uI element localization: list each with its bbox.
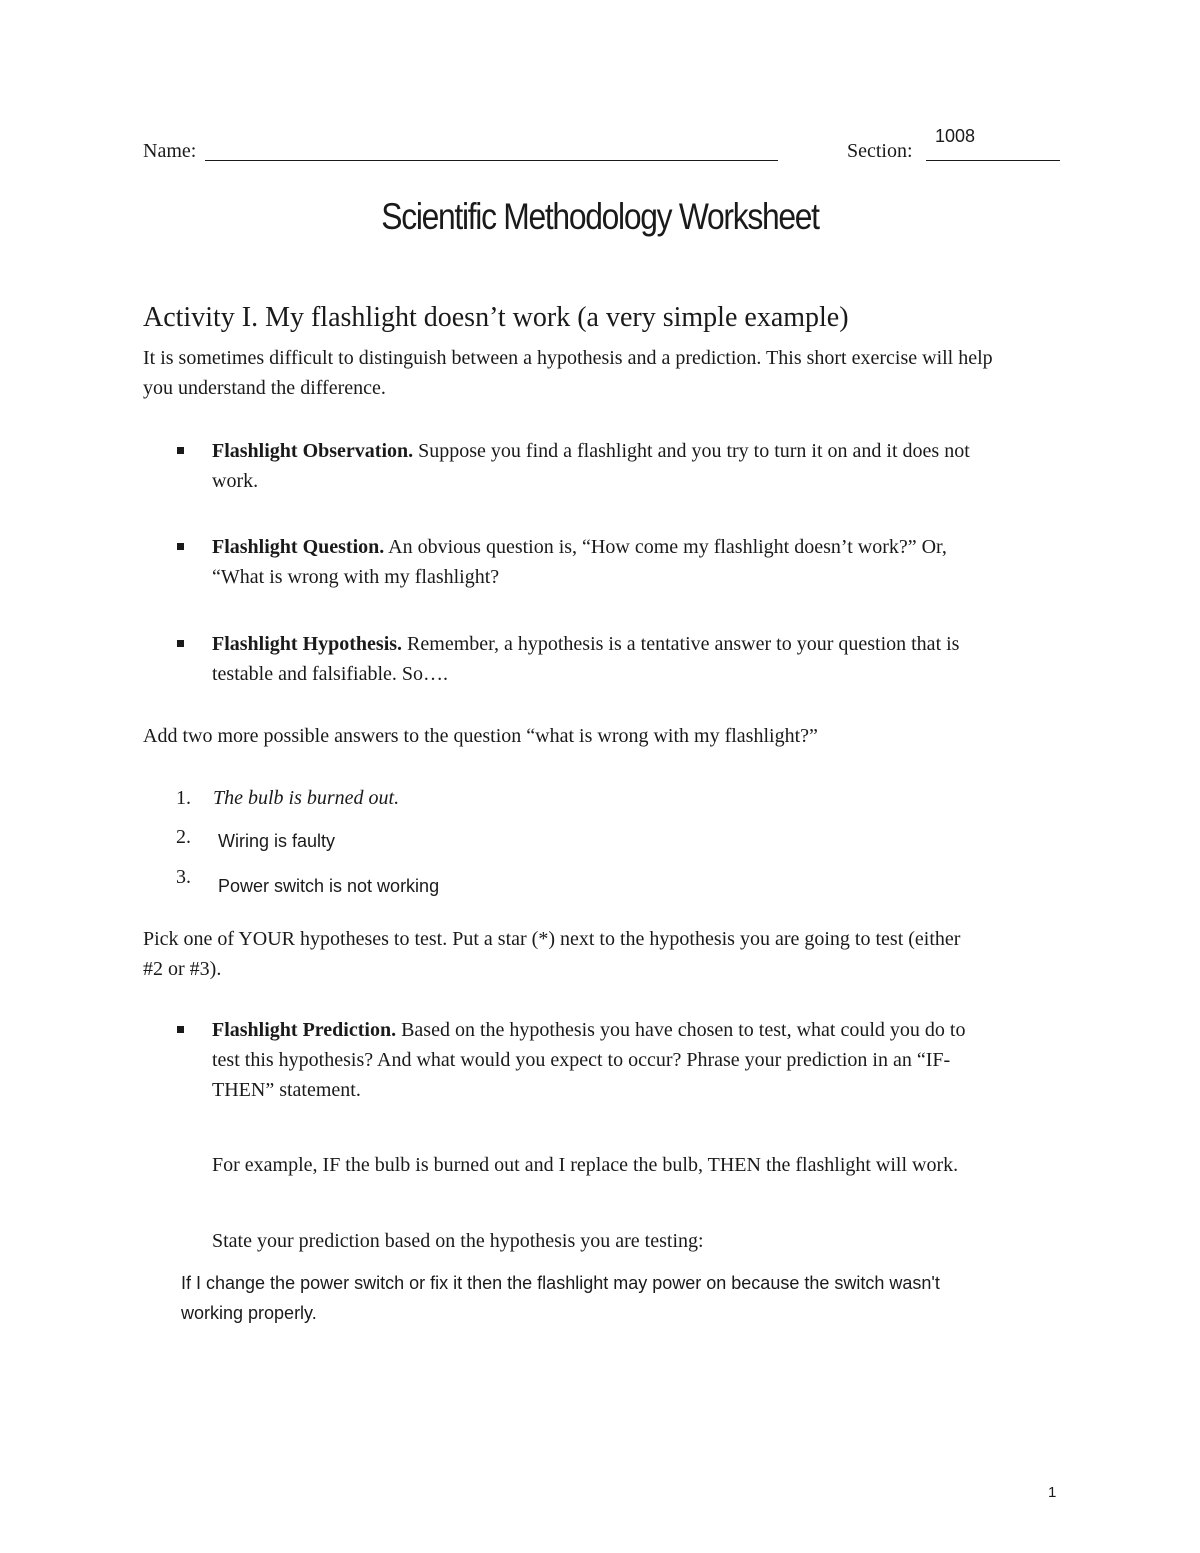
name-field[interactable] xyxy=(205,160,778,161)
answer-text[interactable]: Wiring is faulty xyxy=(218,831,336,851)
prediction-line-3: THEN” statement. xyxy=(212,1079,361,1101)
section-value: 1008 xyxy=(935,126,976,146)
answer-text[interactable]: Power switch is not working xyxy=(218,876,440,896)
observation-line-2: work. xyxy=(212,470,259,492)
bullet-icon xyxy=(177,1026,184,1033)
pick-line-2: #2 or #3). xyxy=(143,958,222,980)
hypothesis-line-2: testable and falsifiable. So…. xyxy=(212,663,449,685)
bullet-icon xyxy=(177,640,184,647)
question-line-1: Flashlight Question. An obvious question is, “How come my flashlight doesn’t work?” Or, xyxy=(212,536,947,558)
bullet-icon xyxy=(177,543,184,550)
page-number: 1 xyxy=(1048,1484,1057,1501)
example-text: For example, IF the bulb is burned out and I replace the bulb, THEN the flashlight will work. xyxy=(212,1154,959,1176)
observation-line-1: Flashlight Observation. Suppose you find a flashlight and you try to turn it on and it does not xyxy=(212,440,970,462)
pick-line-1: Pick one of YOUR hypotheses to test. Put a star (*) next to the hypothesis you are going to test (either xyxy=(143,928,961,950)
page-title: Scientific Methodology Worksheet xyxy=(381,196,819,237)
state-prediction-prompt: State your prediction based on the hypothesis you are testing: xyxy=(212,1230,704,1252)
answer-number: 1. xyxy=(176,787,191,809)
section-label: Section: xyxy=(847,140,913,162)
answer-text: The bulb is burned out. xyxy=(213,787,400,809)
answer-number: 3. xyxy=(176,866,191,888)
hypothesis-line-1: Flashlight Hypothesis. Remember, a hypothesis is a tentative answer to your question that is xyxy=(212,633,960,655)
student-answer-line-2[interactable]: working properly. xyxy=(181,1303,317,1323)
student-answer-line-1[interactable]: If I change the power switch or fix it then the flashlight may power on because the switch wasn't xyxy=(181,1273,940,1293)
activity-heading: Activity I. My flashlight doesn’t work (a very simple example) xyxy=(143,302,849,333)
section-field[interactable] xyxy=(926,160,1060,161)
intro-line-1: It is sometimes difficult to distinguish between a hypothesis and a prediction. This short exercise will help xyxy=(143,347,993,369)
answer-number: 2. xyxy=(176,826,191,848)
prediction-line-1: Flashlight Prediction. Based on the hypothesis you have chosen to test, what could you do to xyxy=(212,1019,966,1041)
prediction-line-2: test this hypothesis? And what would you expect to occur? Phrase your prediction in an “IF- xyxy=(212,1049,951,1071)
add-answers-prompt: Add two more possible answers to the question “what is wrong with my flashlight?” xyxy=(143,725,818,747)
bullet-icon xyxy=(177,447,184,454)
question-line-2: “What is wrong with my flashlight? xyxy=(212,566,500,588)
intro-line-2: you understand the difference. xyxy=(143,377,386,399)
name-label: Name: xyxy=(143,140,197,162)
